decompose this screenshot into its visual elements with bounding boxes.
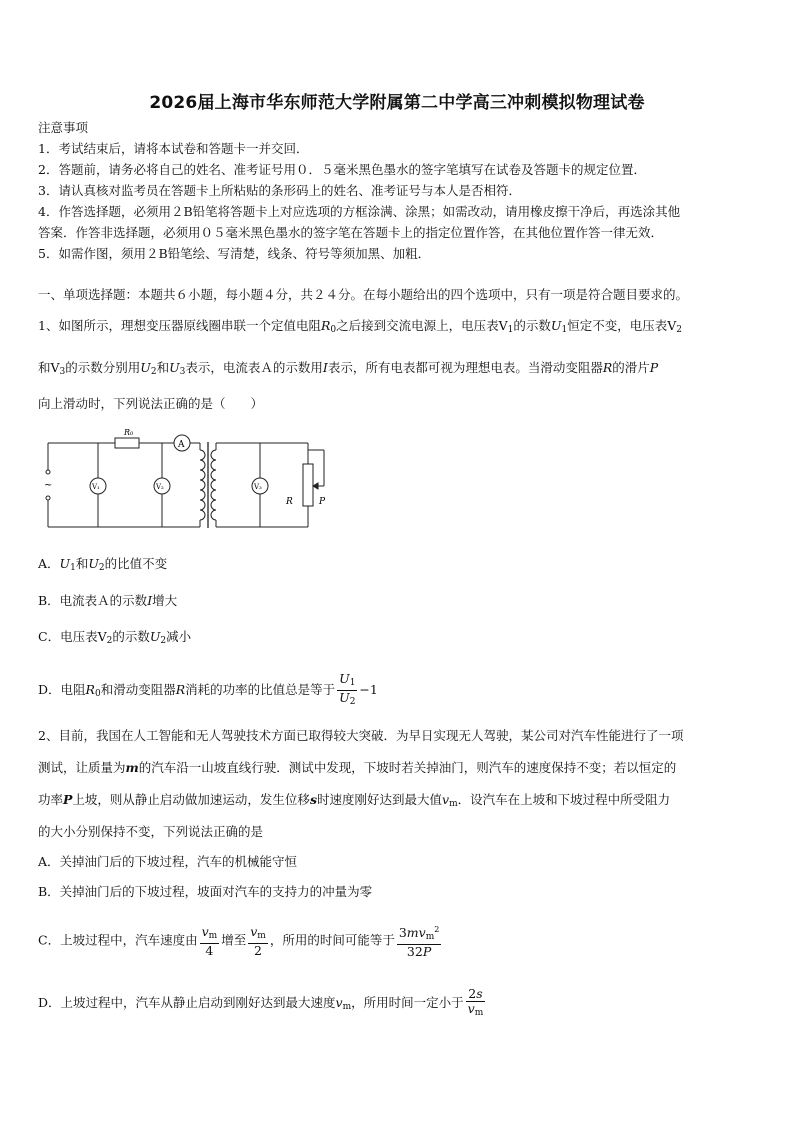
q2-option-a: A．关掉油门后的下坡过程，汽车的机械能守恒 <box>38 854 298 869</box>
section-1-heading: 一、单项选择题：本题共６小题，每小题４分，共２４分。在每小题给出的四个选项中，只有一项是符合题目要求的。 <box>38 287 689 302</box>
q2-line-3: 功率P上坡，则从静止启动做加速运动，发生位移s时速度刚好达到最大值$v_m$．设汽车在上坡和下坡过程中所受阻力 <box>38 792 671 809</box>
ac-source-symbol: ~ <box>44 480 53 491</box>
notice-item-1: 1．考试结束后，请将本试卷和答题卡一并交回． <box>38 141 309 156</box>
v1-label: V₁ <box>92 483 100 491</box>
q1-option-a: A．$U_1$和$U_2$的比值不变 <box>38 556 168 573</box>
v2-label: V₂ <box>156 483 164 491</box>
q1-line-3: 向上滑动时，下列说法正确的是（ ） <box>38 396 264 411</box>
q1-line-2: 和$V_3$的示数分别用$U_2$和$U_3$表示，电流表Ａ的示数用I表示，所有电表都可视为理想电表。当滑动变阻器R的滑片P <box>38 360 659 377</box>
q1-option-d: D．电阻$R_0$和滑动变阻器R消耗的功率的比值总是等于 $\frac{U_1}{U_2}$ −1 <box>38 671 378 707</box>
q2-line-1: 2、目前，我国在人工智能和无人驾驶技术方面已取得较大突破．为早日实现无人驾驶，某公司对汽车性能进行了一项 <box>38 728 684 743</box>
page-title: 2026届上海市华东师范大学附属第二中学高三冲刺模拟物理试卷 <box>149 93 645 113</box>
q2-option-c: C．上坡过程中，汽车速度由 $\frac{v_m}{4}$ 增至 $\frac{v_m}{2}$ ，所用的时间可能等于 $\frac{3mv_m^2}{32P}$ <box>38 923 440 959</box>
notice-item-4-cont: 答案．作答非选择题，必须用０５毫米黑色墨水的签字笔在答题卡上的指定位置作答，在其他位置作答一律无效． <box>38 225 664 240</box>
notice-item-3: 3．请认真核对监考员在答题卡上所粘贴的条形码上的姓名、准考证号与本人是否相符． <box>38 183 521 198</box>
notice-item-4: 4．作答选择题，必须用２B铅笔将答题卡上对应选项的方框涂满、涂黑；如需改动，请用橡皮擦干净后，再选涂其他 <box>38 204 681 219</box>
q1-line-1: 1、如图所示，理想变压器原线圈串联一个定值电阻$R_0$之后接到交流电源上，电压表$V_1$的示数$U_1$恒定不变，电压表$V_2$ <box>38 318 682 335</box>
q2-option-d: D．上坡过程中，汽车从静止启动到刚好达到最大速度$v_m$，所用时间一定小于 $\frac{2s}{v_m}$ <box>38 986 484 1018</box>
notice-item-5: 5．如需作图，须用２B铅笔绘、写清楚，线条、符号等须加黑、加粗． <box>38 246 431 261</box>
circuit-diagram <box>38 426 338 538</box>
resistor-r-label: R <box>286 497 293 507</box>
notice-heading: 注意事项 <box>38 120 89 135</box>
r0-label: R₀ <box>124 428 134 437</box>
ammeter-label: A <box>178 440 185 450</box>
notice-item-2: 2．答题前，请务必将自己的姓名、准考证号用０．５毫米黑色墨水的签字笔填写在试卷及答题卡的规定位置． <box>38 162 646 177</box>
v3-label: V₃ <box>254 483 262 491</box>
q1-option-b: B．电流表Ａ的示数I增大 <box>38 593 178 608</box>
q1-option-c: C．电压表$V_2$的示数$U_2$减小 <box>38 629 192 646</box>
q2-option-b: B．关掉油门后的下坡过程，坡面对汽车的支持力的冲量为零 <box>38 884 373 899</box>
q2-line-2: 测试，让质量为m的汽车沿一山坡直线行驶．测试中发现，下坡时若关掉油门，则汽车的速度保持不变；若以恒定的 <box>38 760 677 775</box>
slider-p-label: P <box>319 497 326 507</box>
q2-line-4: 的大小分别保持不变，下列说法正确的是 <box>38 824 264 839</box>
